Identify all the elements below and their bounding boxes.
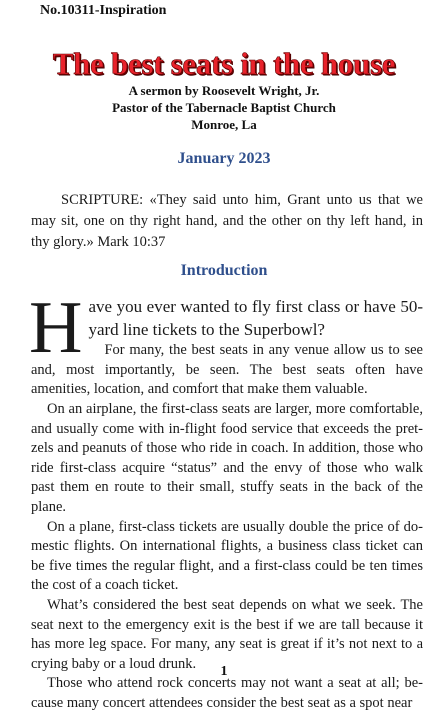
byline-author: A sermon by Roosevelt Wright, Jr. [128,83,320,98]
paragraph-3: On a plane, first-class tickets are usually double the price of domestic flights. On international flights, a business class ticket can be five times the regular flight, and a first-class could be ten times the cost of a coach ticket. [31,518,423,594]
byline-location: Monroe, La [191,117,257,132]
paragraph-2: On an airplane, the first-class seats are larger, more comfortable, and usually come with in-flight food service that exceeds the pretzels and peanuts of those who ride in coach. In addition, those who ride first-class acquire “status” and the envy of those who walk past them en route to their small, stuffy seats in the back of the plane. [31,400,423,515]
byline [0,82,448,133]
byline-church: Pastor of the Tabernacle Baptist Church [112,100,336,115]
lead-sentence: ave you ever wanted to fly first class or have 50-yard line tickets to the Superbowl? [88,297,423,339]
drop-cap: H [29,287,83,369]
paragraph-5: Those who attend rock concerts may not want a seat at all; because many concert attendees consider the best seat as a spot near [31,675,423,711]
sermon-date: January 2023 [177,150,271,167]
body-text [29,287,423,713]
document-number: No.10311-Inspiration [40,3,167,18]
section-heading-introduction: Introduction [180,262,268,279]
paragraph-1: For many, the best seats in any venue allow us to see and, most importantly, be seen. The best seats often have amenities, location, and comfort that make them valuable. [31,342,423,398]
sermon-title: The best seats in the house [52,46,396,81]
page-number: 1 [220,664,228,679]
scripture-passage: SCRIPTURE: «They said unto him, Grant unto us that we may sit, one on thy right hand, and the other on thy left hand, in thy glory.» Mark 10:37 [31,192,423,250]
paragraph-4: What’s considered the best seat depends on what we seek. The seat next to the emergency exit is the best if we are tall because it has more leg space. For many, any seat is great if it’s not next to a crying baby or a loud drunk. [31,596,423,672]
paragraph-lead [29,287,423,369]
